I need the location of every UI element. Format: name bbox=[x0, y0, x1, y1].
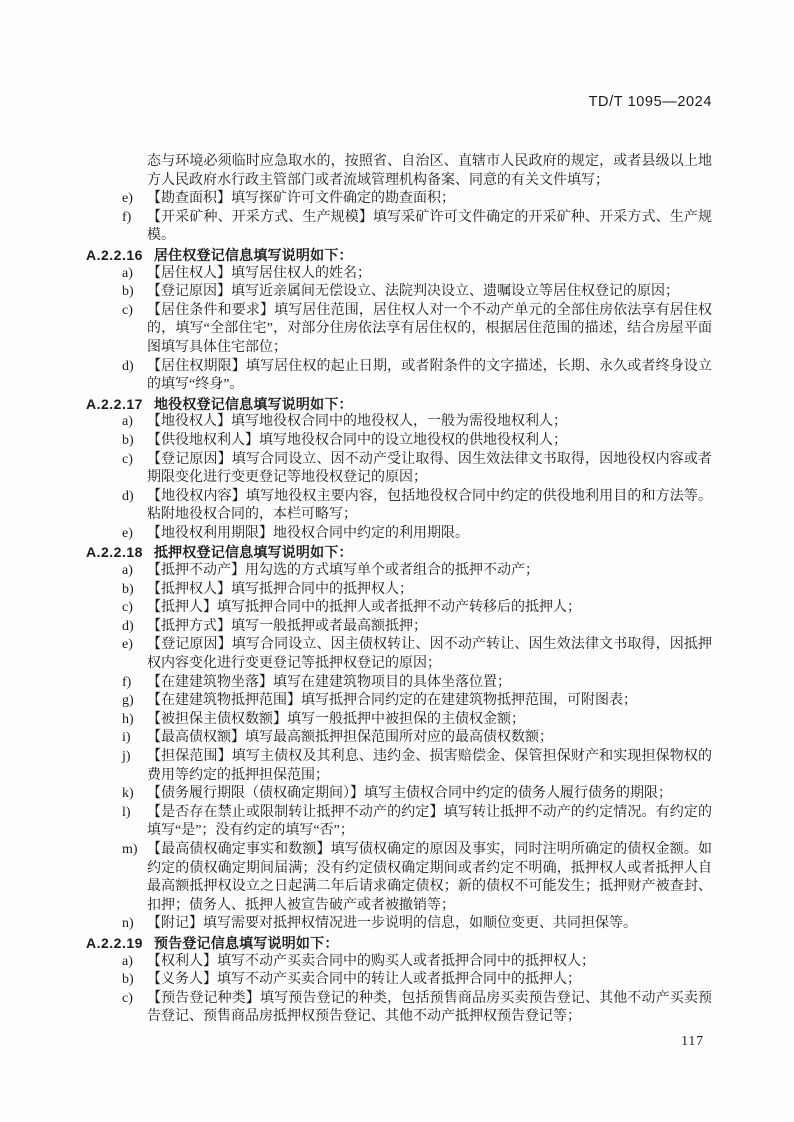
list-item bbox=[86, 692, 712, 711]
item-label: a) bbox=[122, 265, 133, 281]
section-number: A.2.2.17 bbox=[86, 395, 143, 412]
list-item bbox=[86, 636, 712, 673]
item-label: e) bbox=[122, 525, 133, 541]
item-text: 【担保范围】填写主债权及其利息、违约金、损害赔偿金、保管担保财产和实现担保物权的费用等约定的抵押担保范围； bbox=[147, 749, 712, 783]
item-text: 【居住权期限】填写居住权的起止日期，或者附条件的文字描述，长期、永久或者终身设立的填写“终身”。 bbox=[147, 358, 712, 393]
list-item bbox=[86, 841, 712, 915]
item-label: h) bbox=[122, 711, 134, 727]
list-item bbox=[86, 990, 712, 1027]
item-label: b) bbox=[122, 581, 134, 597]
list-item bbox=[86, 283, 712, 302]
item-text: 【最高债权确定事实和数额】填写债权确定的原因及事实，同时注明所确定的债权金额。如约定的债权确定期间届满；没有约定债权确定期间或者约定不明确，抵押权人或者抵押人自最高额抵押权设立之日起满二年后请求确定债权；新的债权不可能发生；抵押财产被查封、扣押；债务人、抵押人被宣告破产或者被撤销等； bbox=[147, 841, 712, 913]
section-title: 预告登记信息填写说明如下： bbox=[153, 934, 339, 951]
item-label: b) bbox=[122, 972, 134, 988]
item-label: g) bbox=[122, 693, 134, 709]
item-text: 【抵押方式】填写一般抵押或者最高额抵押； bbox=[147, 618, 427, 634]
item-text: 【被担保主债权数额】填写一般抵押中被担保的主债权金额； bbox=[147, 711, 525, 727]
item-label: i) bbox=[122, 730, 131, 746]
section-number: A.2.2.16 bbox=[86, 246, 143, 263]
section-heading bbox=[86, 543, 712, 562]
item-text: 【居住权人】填写居住权人的姓名； bbox=[147, 265, 371, 281]
item-label: l) bbox=[122, 804, 131, 820]
item-label: c) bbox=[122, 451, 133, 467]
item-label: f) bbox=[122, 209, 132, 225]
list-item bbox=[86, 674, 712, 693]
item-label: d) bbox=[122, 618, 134, 634]
item-label: m) bbox=[122, 841, 138, 857]
list-item bbox=[86, 265, 712, 284]
item-label: c) bbox=[122, 600, 133, 616]
item-label: a) bbox=[122, 563, 133, 579]
list-item bbox=[86, 748, 712, 785]
item-text: 【权利人】填写不动产买卖合同中的购买人或者抵押合同中的抵押权人； bbox=[147, 953, 595, 969]
section-title: 抵押权登记信息填写说明如下： bbox=[153, 544, 353, 561]
item-label: e) bbox=[122, 191, 133, 207]
list-item bbox=[86, 525, 712, 544]
list-item bbox=[86, 729, 712, 748]
item-text: 【地役权内容】填写地役权主要内容，包括地役权合同中约定的供役地利用目的和方法等。粘附地役权合同的，本栏可略写； bbox=[147, 488, 712, 523]
list-item bbox=[86, 302, 712, 358]
item-text: 【是否存在禁止或限制转让抵押不动产的约定】填写转让抵押不动产的约定情况。有约定的填写“是”；没有约定的填写“否”； bbox=[147, 804, 712, 839]
list-item bbox=[86, 915, 712, 934]
item-label: d) bbox=[122, 488, 134, 504]
item-text: 【在建建筑物抵押范围】填写抵押合同约定的在建建筑物抵押范围，可附图表； bbox=[147, 693, 637, 709]
section-title: 居住权登记信息填写说明如下： bbox=[153, 246, 353, 263]
page-content bbox=[86, 153, 712, 1027]
item-label: b) bbox=[122, 432, 134, 448]
item-label: a) bbox=[122, 414, 133, 430]
item-text: 【债务履行期限（债权确定期间）】填写主债权合同中约定的债务人履行债务的期限； bbox=[147, 786, 672, 802]
item-text: 【地役权利用期限】地役权合同中约定的利用期限。 bbox=[147, 525, 469, 541]
section-number: A.2.2.18 bbox=[86, 544, 143, 561]
list-item bbox=[86, 599, 712, 618]
item-text: 【在建建筑物坐落】填写在建建筑物项目的具体坐落位置； bbox=[147, 674, 511, 690]
section-A.2.2.19 bbox=[86, 934, 712, 1027]
page-number: 117 bbox=[681, 1033, 704, 1048]
item-text: 【附记】填写需要对抵押权情况进一步说明的信息，如顺位变更、共同担保等。 bbox=[147, 916, 637, 932]
list-item bbox=[86, 711, 712, 730]
item-label: f) bbox=[122, 674, 132, 690]
item-label: a) bbox=[122, 953, 133, 969]
list-item bbox=[86, 488, 712, 525]
section-A.2.2.17 bbox=[86, 395, 712, 544]
section-number: A.2.2.19 bbox=[86, 934, 143, 951]
item-text: 【登记原因】填写合同设立、因不动产受让取得、因生效法律文书取得，因地役权内容或者期限变化进行变更登记等地役权登记的原因； bbox=[147, 451, 712, 486]
doc-code-header: TD/T 1095—2024 bbox=[588, 94, 712, 110]
list-item bbox=[86, 190, 712, 209]
section-heading bbox=[86, 395, 712, 414]
item-text: 【最高债权额】填写最高额抵押担保范围所对应的最高债权数额； bbox=[147, 730, 553, 746]
item-text: 【义务人】填写不动产买卖合同中的转让人或者抵押合同中的抵押人； bbox=[147, 972, 581, 988]
list-item bbox=[86, 804, 712, 841]
list-item bbox=[86, 451, 712, 488]
item-text: 【抵押不动产】用勾选的方式填写单个或者组合的抵押不动产； bbox=[147, 563, 539, 579]
continuation-items bbox=[86, 190, 712, 246]
item-text: 【勘查面积】填写探矿许可文件确定的勘查面积； bbox=[147, 191, 455, 207]
item-label: d) bbox=[122, 358, 134, 374]
list-item bbox=[86, 971, 712, 990]
item-label: n) bbox=[122, 916, 134, 932]
item-label: c) bbox=[122, 302, 133, 318]
item-text: 【抵押权人】填写抵押合同中的抵押权人； bbox=[147, 581, 413, 597]
list-item bbox=[86, 432, 712, 451]
section-A.2.2.18 bbox=[86, 543, 712, 933]
list-item bbox=[86, 562, 712, 581]
item-text: 【预告登记种类】填写预告登记的种类，包括预售商品房买卖预告登记、其他不动产买卖预告登记、预售商品房抵押权预告登记、其他不动产抵押权预告登记等； bbox=[147, 990, 712, 1025]
list-item bbox=[86, 358, 712, 395]
section-heading bbox=[86, 934, 712, 953]
list-item bbox=[86, 953, 712, 972]
list-item bbox=[86, 618, 712, 637]
item-label: e) bbox=[122, 637, 133, 653]
item-text: 【登记原因】填写合同设立、因主债权转让、因不动产转让、因生效法律文书取得，因抵押权内容变化进行变更登记等抵押权登记的原因； bbox=[147, 637, 712, 672]
item-text: 【供役地权利人】填写地役权合同中的设立地役权的供地役权利人； bbox=[147, 432, 567, 448]
section-title: 地役权登记信息填写说明如下： bbox=[153, 395, 353, 412]
list-item bbox=[86, 785, 712, 804]
item-label: k) bbox=[122, 786, 134, 802]
item-label: j) bbox=[122, 749, 131, 764]
sections bbox=[86, 246, 712, 1027]
list-item bbox=[86, 581, 712, 600]
list-item bbox=[86, 209, 712, 246]
item-text: 【开采矿种、开采方式、生产规模】填写采矿许可文件确定的开采矿种、开采方式、生产规模。 bbox=[147, 209, 712, 244]
item-text: 【居住条件和要求】填写居住范围，居住权人对一个不动产单元的全部住房依法享有居住权的，填写“全部住宅”，对部分住房依法享有居住权的，根据居住范围的描述，结合房屋平面图填写具体住宅部位； bbox=[147, 302, 712, 355]
section-heading bbox=[86, 246, 712, 265]
section-A.2.2.16 bbox=[86, 246, 712, 395]
item-text: 【登记原因】填写近亲属间无偿设立、法院判决设立、遗嘱设立等居住权登记的原因； bbox=[147, 284, 679, 300]
item-text: 【地役权人】填写地役权合同中的地役权人，一般为需役地权利人； bbox=[147, 414, 567, 430]
item-label: b) bbox=[122, 284, 134, 300]
continuation-paragraph: 态与环境必须临时应急取水的，按照省、自治区、直辖市人民政府的规定，或者县级以上地方人民政府水行政主管部门或者流域管理机构备案、同意的有关文件填写； bbox=[147, 154, 712, 188]
item-text: 【抵押人】填写抵押合同中的抵押人或者抵押不动产转移后的抵押人； bbox=[147, 600, 581, 616]
item-label: c) bbox=[122, 990, 133, 1006]
list-item bbox=[86, 413, 712, 432]
